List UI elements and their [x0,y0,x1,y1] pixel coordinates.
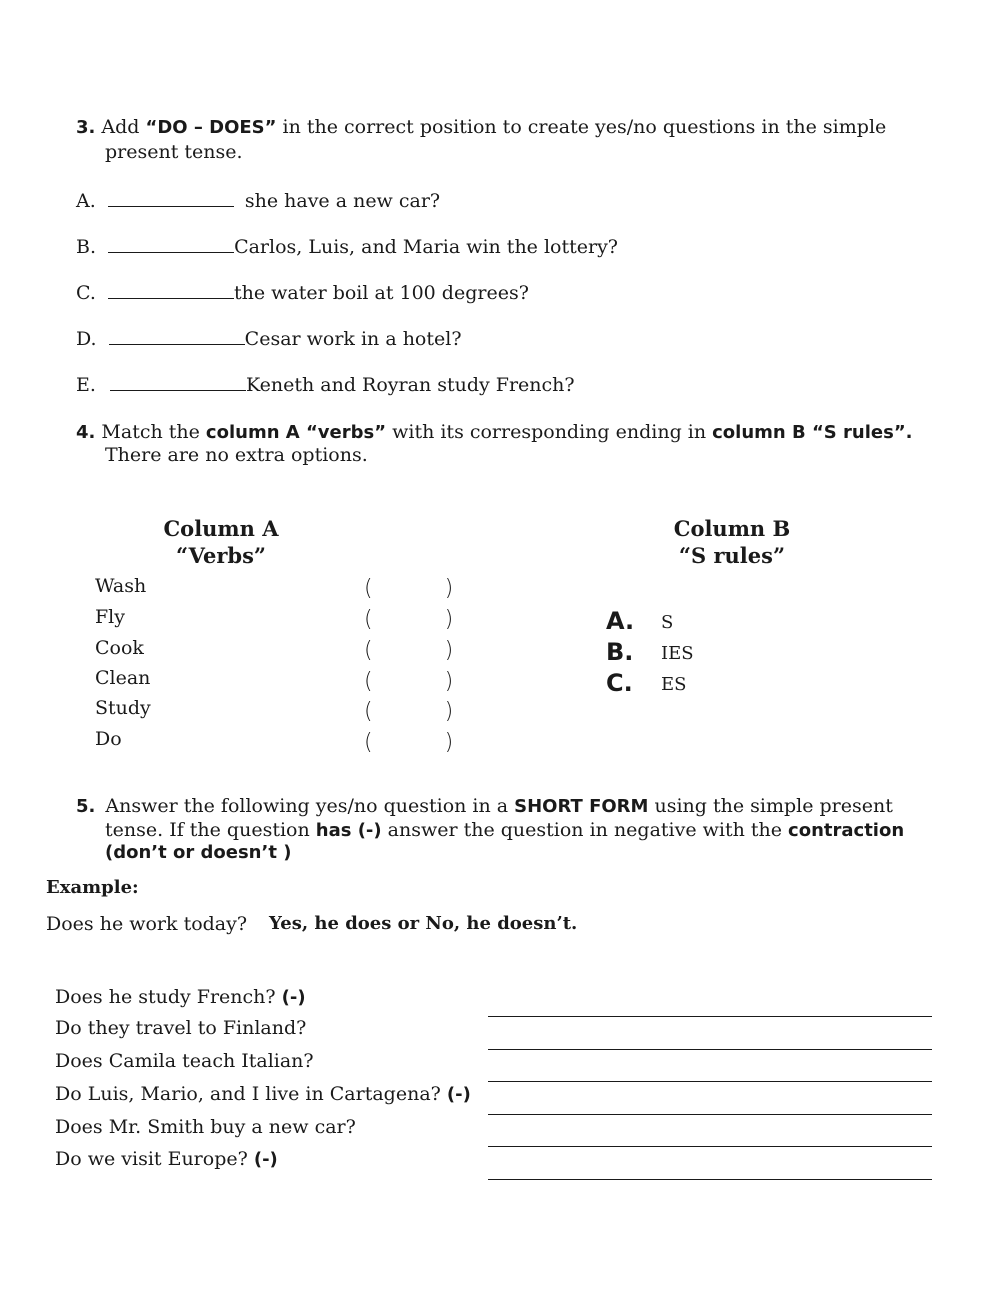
q5-l2-b1: has (-) [315,820,382,841]
answer-line[interactable] [488,1146,932,1147]
match-answer-box[interactable]: ( ) [364,699,454,724]
rule-ending: S [661,612,674,633]
column-b-subtitle: “S rules” [678,543,786,568]
short-form-question: Does Mr. Smith buy a new car? [55,1116,356,1138]
item-letter: A. [76,190,96,212]
negative-mark: (-) [446,1084,471,1105]
q5-line1 [76,795,893,817]
item-text: Cesar work in a hotel? [244,328,462,350]
q3-number: 3. [76,117,96,138]
match-answer-box[interactable]: ( ) [364,669,454,694]
item-text: the water boil at 100 degrees? [233,282,529,304]
rule-ending: ES [661,674,687,695]
answer-line[interactable] [488,1081,932,1082]
rule-letter: B. [606,638,634,666]
q3-text-after: in the correct position to create yes/no questions in the simple [276,116,887,138]
item-letter: D. [76,328,97,350]
column-b-title: Column B [673,516,791,541]
verb-item: Cook [95,637,144,659]
verb-item: Study [95,697,151,719]
answer-blank[interactable] [109,329,245,345]
q5-line3: (don’t or doesn’t ) [105,842,292,863]
q5-l2-t2: answer the question in negative with the [381,819,789,841]
answer-blank[interactable] [108,237,234,253]
answer-line[interactable] [488,1179,932,1180]
short-form-question: Do they travel to Finland? [55,1017,307,1039]
match-answer-box[interactable]: ( ) [364,607,454,632]
item-text: Keneth and Royran study French? [245,374,575,396]
q3-item-e [76,374,575,396]
q5-l2-b2: contraction [788,820,905,841]
verb-item: Do [95,728,122,750]
q5-number: 5. [76,796,96,817]
q3-text-before: Add [101,116,146,138]
q4-b1: column A “verbs” [205,422,387,443]
answer-blank[interactable] [108,283,234,299]
q4-t2: with its corresponding ending in [386,421,713,443]
negative-mark: (-) [281,987,306,1008]
example-question: Does he work today? [46,913,248,935]
short-form-question: Do Luis, Mario, and I live in Cartagena? (-) [55,1083,471,1105]
answer-blank[interactable] [108,191,234,207]
q5-t2: using the simple present [648,795,893,817]
q4-number: 4. [76,422,96,443]
q3-item-c [76,282,529,304]
q3-item-b [76,236,618,258]
example-answer: Yes, he does or No, he doesn’t. [269,913,578,934]
q4-t1: Match the [101,421,206,443]
item-text: she have a new car? [244,190,441,212]
q5-t1: Answer the following yes/no question in a [105,795,515,817]
short-form-question: Does he study French? (-) [55,986,306,1008]
item-letter: B. [76,236,97,258]
column-a-title: Column A [163,516,279,541]
q5-b1: SHORT FORM [514,796,649,817]
q3-line2: present tense. [105,141,243,163]
q5-l2-t1: tense. If the question [105,819,316,841]
q4-line1 [76,421,912,443]
q3-item-a [76,190,440,212]
item-letter: C. [76,282,96,304]
q4-line2: There are no extra options. [105,444,368,466]
example-label: Example: [46,877,139,898]
q3-bold: “DO – DOES” [145,117,277,138]
answer-blank[interactable] [110,375,246,391]
rule-letter: C. [606,669,633,697]
answer-line[interactable] [488,1049,932,1050]
column-a-subtitle: “Verbs” [175,543,267,568]
short-form-question: Does Camila teach Italian? [55,1050,314,1072]
match-answer-box[interactable]: ( ) [364,730,454,755]
negative-mark: (-) [253,1149,278,1170]
verb-item: Wash [95,575,147,597]
q4-b2: column B “S rules”. [712,422,913,443]
short-form-question: Do we visit Europe? (-) [55,1148,278,1170]
item-text: Carlos, Luis, and Maria win the lottery? [234,236,618,258]
q5-line2 [105,819,904,841]
match-answer-box[interactable]: ( ) [364,576,454,601]
item-letter: E. [76,374,96,396]
answer-line[interactable] [488,1016,932,1017]
q3-line1 [76,116,886,138]
q3-item-d [76,328,462,350]
verb-item: Clean [95,667,151,689]
match-answer-box[interactable]: ( ) [364,638,454,663]
answer-line[interactable] [488,1114,932,1115]
rule-letter: A. [606,607,635,635]
verb-item: Fly [95,606,125,628]
rule-ending: IES [661,643,694,664]
